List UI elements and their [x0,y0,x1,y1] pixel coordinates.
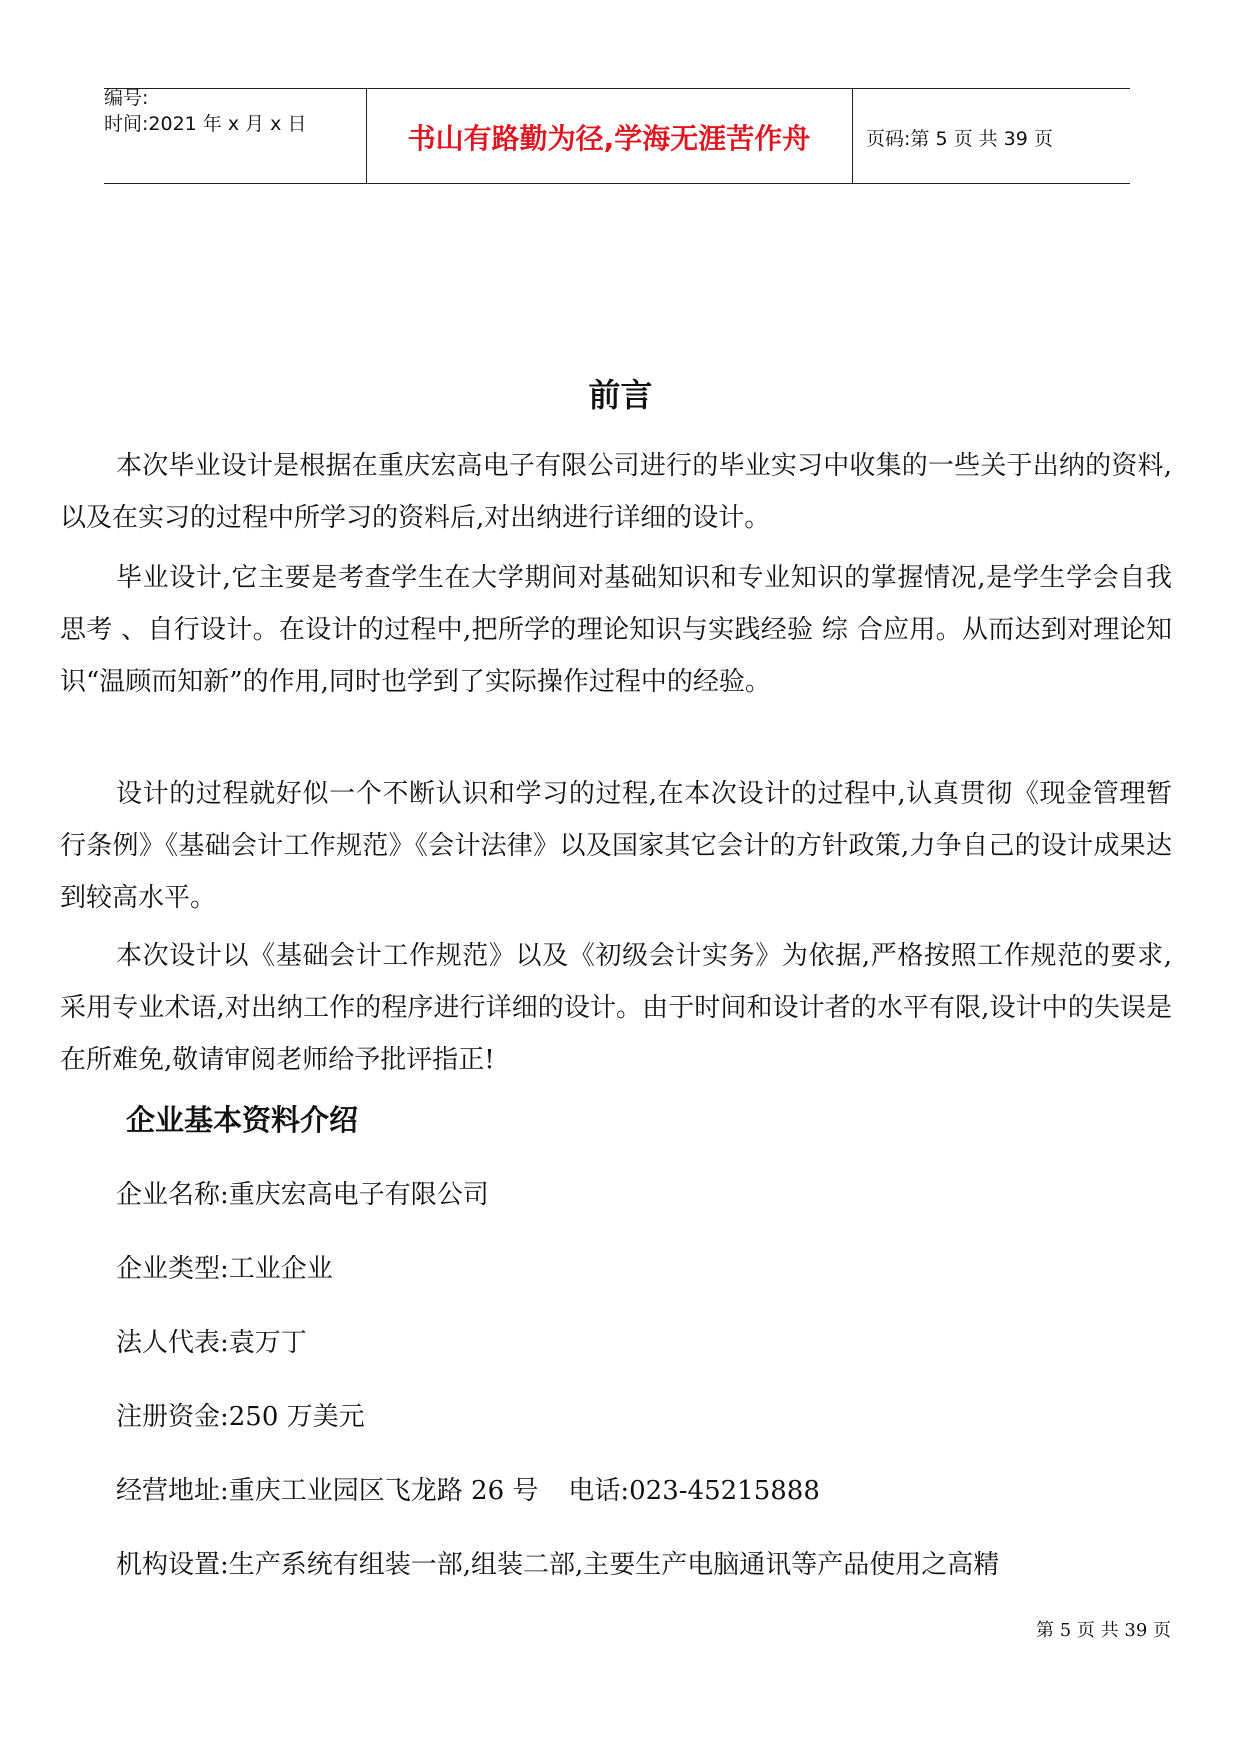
page-title: 前言 [588,376,653,414]
page-code: 页码:第 5 页 共 39 页 [866,128,1053,150]
header-motto: 书山有路勤为径,学海无涯苦作舟 [407,122,811,155]
info-address: 经营地址:重庆工业园区飞龙路 26 号 [116,1476,539,1506]
page-footer: 第 5 页 共 39 页 [1036,1620,1171,1641]
header-left-cell [104,89,367,183]
header-motto-cell [366,89,853,183]
preface-paragraph: 本次毕业设计是根据在重庆宏高电子有限公司进行的毕业实习中收集的一些关于出纳的资料,以及在实习的过程中所学习的资料后,对出纳进行详细的设计。 [60,451,1172,533]
header-right-cell [852,89,1130,183]
preface-paragraph: 设计的过程就好似一个不断认识和学习的过程,在本次设计的过程中,认真贯彻《现金管理暂行条例》《基础会计工作规范》《会计法律》以及国家其它会计的方针政策,力争自己的设计成果达到较高水平。 [60,779,1172,913]
info-address-line [116,1470,820,1507]
number-label: 编号: [104,87,149,109]
info-phone: 电话:023-45215888 [568,1476,820,1506]
time-label: 时间:2021 年 x 月 x 日 [104,113,307,135]
section-heading: 企业基本资料介绍 [126,1103,359,1137]
info-registered-capital: 注册资金:250 万美元 [116,1402,365,1432]
info-legal-representative: 法人代表:袁万丁 [116,1328,307,1358]
info-company-type: 企业类型:工业企业 [116,1254,333,1284]
info-organization: 机构设置:生产系统有组装一部,组装二部,主要生产电脑通讯等产品使用之高精 [116,1550,1000,1580]
document-header [104,88,1130,184]
preface-paragraph: 毕业设计,它主要是考查学生在大学期间对基础知识和专业知识的掌握情况,是学生学会自我思考 、自行设计。在设计的过程中,把所学的理论知识与实践经验 综 合应用。从而达到对理论知识“温顾而知新”的作用,同时也学到了实际操作过程中的经验。 [60,563,1172,697]
info-company-name: 企业名称:重庆宏高电子有限公司 [116,1180,489,1210]
preface-paragraph: 本次设计以《基础会计工作规范》以及《初级会计实务》为依据,严格按照工作规范的要求,采用专业术语,对出纳工作的程序进行详细的设计。由于时间和设计者的水平有限,设计中的失误是在所难免,敬请审阅老师给予批评指正! [60,941,1172,1075]
